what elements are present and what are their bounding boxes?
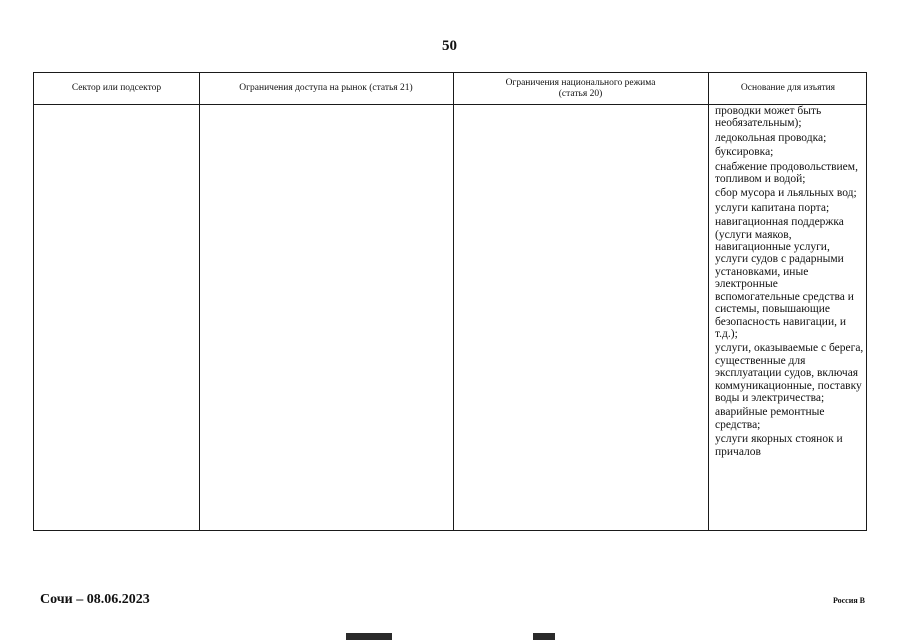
basis-item: проводки может быть необязательным); <box>715 105 822 130</box>
header-market-access: Ограничения доступа на рынок (статья 21) <box>239 83 413 93</box>
basis-item: услуги якорных стоянок и причалов <box>715 433 843 458</box>
basis-item: буксировка; <box>715 146 774 159</box>
cell-national-treatment <box>453 105 708 530</box>
basis-item: услуги капитана порта; <box>715 201 830 214</box>
footer-mark: Россия В <box>832 596 865 605</box>
basis-item: снабжение продовольствием, топливом и водой; <box>715 160 858 186</box>
cell-market-access <box>199 105 453 530</box>
cell-basis <box>711 105 868 530</box>
basis-item: ледокольная проводка; <box>715 131 827 144</box>
basis-item: услуги, оказываемые с берега, существенные для эксплуатации судов, включая коммуникационные, поставку воды и электричества; <box>715 342 864 404</box>
basis-item: сбор мусора и льяльных вод; <box>715 187 857 200</box>
footer-place-date: Сочи – 08.06.2023 <box>40 592 150 607</box>
header-basis: Основание для изъятия <box>740 83 836 93</box>
scan-artifact <box>346 633 392 640</box>
cell-sector <box>34 105 199 530</box>
header-sector: Сектор или подсектор <box>71 83 162 93</box>
page-number: 50 <box>442 38 457 54</box>
table-header-row <box>34 73 866 105</box>
column-divider <box>708 73 709 530</box>
reservations-table <box>33 72 867 531</box>
header-national-treatment: Ограничения национального режима (статья 20) <box>505 77 656 99</box>
basis-item: аварийные ремонтные средства; <box>715 406 825 431</box>
scan-artifact <box>533 633 555 640</box>
basis-item: навигационная поддержка (услуги маяков, навигационные услуги, услуги судов с радарными установками, иные электронные вспомогательные средства и системы, повышающие безопасность навигации, и т.д.); <box>715 216 854 340</box>
